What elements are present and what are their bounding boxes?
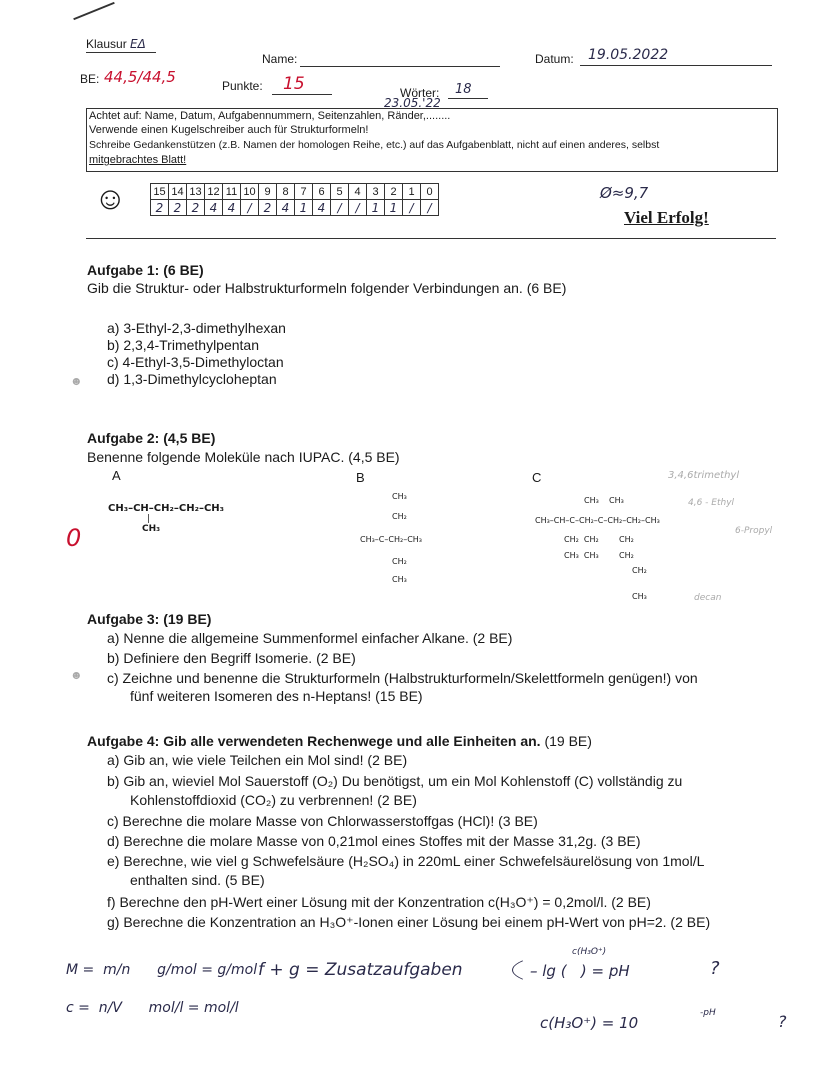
score-count: /	[241, 200, 259, 216]
exam-underline	[86, 52, 156, 53]
task3-item-b: b) Definiere den Begriff Isomerie. (2 BE)	[107, 650, 356, 666]
name-underline	[300, 66, 500, 67]
smiley-icon: ☺	[94, 180, 127, 216]
task4-item-g: g) Berechne die Konzentration an H₃O⁺-Ionen einer Lösung bei einem pH-Wert von pH=2. (2 BE)	[107, 914, 711, 930]
score-count: 1	[367, 200, 385, 216]
score-point: 9	[259, 184, 277, 200]
hand-note-1: 3,4,6trimethyl	[668, 470, 740, 481]
task4-item-f: f) Berechne den pH-Wert einer Lösung mit der Konzentration c(H₃O⁺) = 0,2mol/l. (2 BE)	[107, 894, 651, 910]
molecule-c-s1: CH₂ CH₂ CH₂	[564, 535, 634, 544]
score-count: 4	[223, 200, 241, 216]
hand-question-2: ?	[778, 1012, 787, 1031]
task3-item-a: a) Nenne die allgemeine Summenformel einfacher Alkane. (2 BE)	[107, 630, 513, 646]
punkte-label: Punkte:	[222, 79, 263, 93]
score-count: 2	[259, 200, 277, 216]
score-point: 15	[151, 184, 169, 200]
score-count: 1	[385, 200, 403, 216]
woerter-date: 23.05.'22	[384, 96, 441, 110]
task1-item-a: a) 3-Ethyl-2,3-dimethylhexan	[107, 320, 286, 336]
score-count: /	[403, 200, 421, 216]
molecule-c-s4: CH₃	[632, 592, 647, 601]
hand-ph-top: c(H₃O⁺)	[572, 947, 607, 957]
hand-question-1: ?	[710, 958, 720, 979]
task4-item-d: d) Berechne die molare Masse von 0,21mol eines Stoffes mit der Masse 31,2g. (3 BE)	[107, 833, 641, 849]
hand-ph-bracket	[512, 950, 684, 990]
molecule-c-s3: CH₂	[632, 566, 647, 575]
score-point: 10	[241, 184, 259, 200]
score-count: 2	[169, 200, 187, 216]
score-count: /	[331, 200, 349, 216]
molecule-b-label: B	[356, 470, 365, 485]
good-luck: Viel Erfolg!	[624, 208, 709, 227]
task1-item-d: d) 1,3-Dimethylcycloheptan	[107, 371, 277, 387]
molecule-c-label: C	[532, 470, 542, 485]
hand-conc-h3o: c(H₃O⁺) = 10	[540, 1014, 639, 1032]
margin-mark: ☻	[70, 668, 83, 682]
score-point: 14	[169, 184, 187, 200]
punkte-underline	[272, 94, 332, 95]
score-counts-row	[151, 200, 439, 216]
exam-label-text: Klausur	[86, 37, 127, 51]
header-divider	[86, 238, 776, 239]
exam-label	[86, 37, 146, 51]
score-point: 7	[295, 184, 313, 200]
task2-text: Benenne folgende Moleküle nach IUPAC. (4,5 BE)	[87, 449, 400, 465]
molecule-b-l2: CH₂	[392, 512, 407, 521]
woerter-underline	[448, 98, 488, 99]
molecule-a-label: A	[112, 468, 121, 483]
instructions-box	[86, 108, 778, 172]
hand-molar-formula: M = m/n g/mol = g/mol	[66, 962, 258, 978]
note-line-4: mitgebrachtes Blatt!	[89, 154, 187, 166]
score-point: 8	[277, 184, 295, 200]
task1-text: Gib die Struktur- oder Halbstrukturformeln folgender Verbindungen an. (6 BE)	[87, 280, 567, 296]
hand-conc-formula: c = n/V mol/l = mol/l	[66, 1000, 239, 1016]
score-count: 2	[151, 200, 169, 216]
hand-note-3: 6-Propyl	[735, 526, 773, 536]
score-point: 11	[223, 184, 241, 200]
score-count: /	[421, 200, 439, 216]
date-value: 19.05.2022	[588, 47, 669, 63]
molecule-b-l3: CH₃–C–CH₂–CH₃	[360, 535, 423, 544]
score-point: 5	[331, 184, 349, 200]
be-label: BE:	[80, 72, 100, 86]
task4-item-b-cont: Kohlenstoffdioxid (CO₂) zu verbrennen! (2 BE)	[130, 792, 417, 808]
note-line-2: Verwende einen Kugelschreiber auch für Strukturformeln!	[89, 124, 369, 136]
hand-note-4: decan	[694, 593, 722, 603]
score-count: 4	[277, 200, 295, 216]
hand-note-2: 4,6 - Ethyl	[688, 498, 735, 508]
score-point: 13	[187, 184, 205, 200]
task3-item-c-cont: fünf weiteren Isomeren des n-Heptans! (15 BE)	[130, 688, 423, 704]
task1-item-b: b) 2,3,4-Trimethylpentan	[107, 337, 259, 353]
score-point: 1	[403, 184, 421, 200]
molecule-b-l5: CH₃	[392, 575, 407, 584]
score-table	[150, 183, 439, 216]
molecule-b-l4: CH₂	[392, 557, 407, 566]
score-count: 2	[187, 200, 205, 216]
score-point: 0	[421, 184, 439, 200]
score-count: 4	[313, 200, 331, 216]
hand-ph-formula: – lg ( ) = pH	[530, 962, 630, 980]
molecule-c-top: CH₃ CH₃	[584, 496, 624, 505]
date-label: Datum:	[535, 52, 574, 66]
hand-exponent: -pH	[700, 1008, 716, 1018]
woerter-label: Wörter:	[400, 86, 440, 100]
task4-title-suffix: (19 BE)	[544, 733, 592, 749]
hand-fg-note: f + g = Zusatzaufgaben	[258, 960, 463, 980]
score-count: /	[349, 200, 367, 216]
task4-item-b: b) Gib an, wieviel Mol Sauerstoff (O₂) Du benötigst, um ein Mol Kohlenstoff (C) vollständig zu	[107, 773, 683, 789]
pen-stroke	[73, 2, 115, 20]
task4-item-a: a) Gib an, wie viele Teilchen ein Mol sind! (2 BE)	[107, 752, 408, 768]
task4-item-e-cont: enthalten sind. (5 BE)	[130, 872, 265, 888]
task1-title: Aufgabe 1: (6 BE)	[87, 262, 204, 278]
score-points-row	[151, 184, 439, 200]
molecule-a-sub: CH₃	[142, 524, 161, 534]
name-label: Name:	[262, 52, 298, 66]
molecule-a-main: CH₃–CH–CH₂–CH₂–CH₃	[108, 503, 225, 514]
score-count: 1	[295, 200, 313, 216]
score-point: 4	[349, 184, 367, 200]
task4-title	[87, 733, 592, 749]
task4-item-c: c) Berechne die molare Masse von Chlorwasserstoffgas (HCl)! (3 BE)	[107, 813, 538, 829]
molecule-c-main: CH₃–CH–C–CH₂–C–CH₂–CH₂–CH₃	[535, 516, 660, 525]
be-value: 44,5/44,5	[104, 68, 176, 86]
note-line-3: Schreibe Gedankenstützen (z.B. Namen der homologen Reihe, etc.) auf das Aufgabenblatt, nicht auf einen anderes, selbst	[89, 139, 660, 151]
molecule-a-bond: |	[147, 514, 151, 524]
task2-score: 0	[66, 524, 82, 552]
date-underline	[580, 65, 772, 66]
score-point: 6	[313, 184, 331, 200]
task4-title-bold: Aufgabe 4: Gib alle verwendeten Rechenwege und alle Einheiten an.	[87, 733, 541, 749]
task4-item-e: e) Berechne, wie viel g Schwefelsäure (H₂SO₄) in 220mL einer Schwefelsäurelösung von 1mol/L	[107, 853, 705, 869]
task1-item-c: c) 4-Ethyl-3,5-Dimethyloctan	[107, 354, 284, 370]
score-point: 2	[385, 184, 403, 200]
score-point: 12	[205, 184, 223, 200]
molecule-c-s2: CH₃ CH₃ CH₂	[564, 551, 634, 560]
molecule-b-l1: CH₃	[392, 492, 407, 501]
score-count: 4	[205, 200, 223, 216]
punkte-value: 15	[283, 74, 305, 94]
task3-item-c: c) Zeichne und benenne die Strukturformeln (Halbstrukturformeln/Skelettformeln genügen!) von	[107, 670, 698, 686]
woerter-value: 18	[455, 82, 472, 97]
note-line-1: Achtet auf: Name, Datum, Aufgabennummern, Seitenzahlen, Ränder,........	[89, 110, 451, 122]
task2-title: Aufgabe 2: (4,5 BE)	[87, 430, 216, 446]
score-point: 3	[367, 184, 385, 200]
exam-mark: EΔ	[130, 37, 146, 51]
task3-title: Aufgabe 3: (19 BE)	[87, 611, 212, 627]
average-value: Ø≈9,7	[600, 184, 649, 202]
margin-mark: ☻	[70, 374, 83, 388]
